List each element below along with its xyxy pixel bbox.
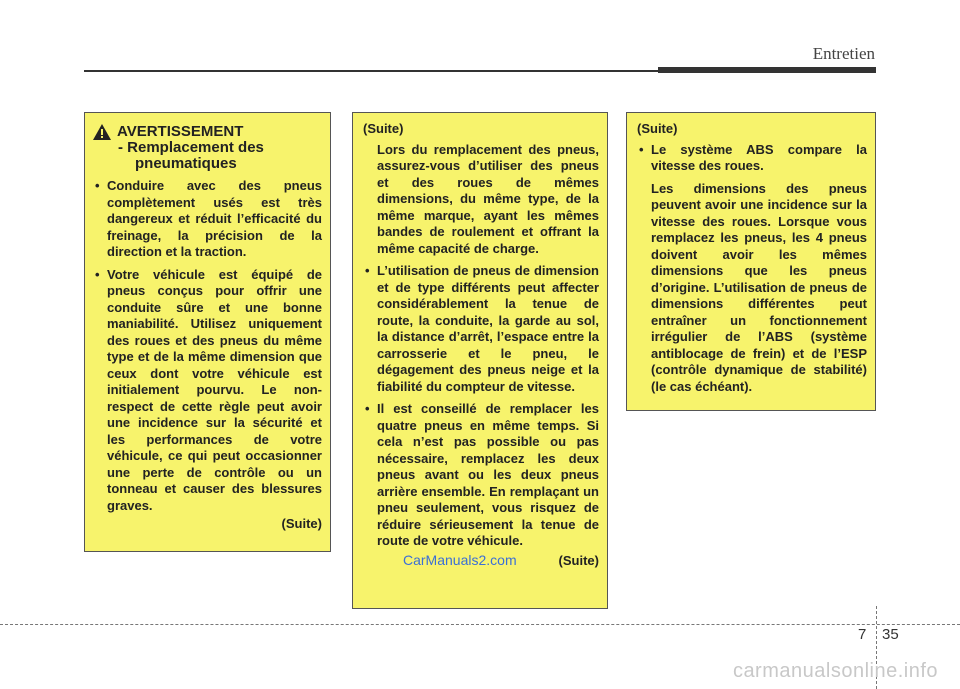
list-item: • Conduire avec des pneus complètement usés est très dangereux et réduit l’efficacité du freinage, la précision de la direction et la traction. [93, 178, 322, 261]
warning-bullets [93, 178, 322, 514]
continuation-box-middle [352, 112, 608, 609]
suite-label: (Suite) [281, 516, 322, 531]
list-item: • Le système ABS compare la vitesse des roues. [637, 142, 867, 175]
middle-bullets [363, 263, 599, 550]
page-header-title: Entretien [812, 44, 875, 63]
suite-label: (Suite) [558, 552, 599, 568]
warning-box [84, 112, 331, 552]
warning-triangle-icon [93, 124, 111, 140]
suite-label: (Suite) [363, 121, 404, 136]
header-rule-accent [658, 67, 876, 73]
right-bullets [637, 142, 867, 175]
warning-title: AVERTISSEMENT [117, 123, 244, 140]
intro-paragraph: Lors du remplacement des pneus, assurez-vous d’utiliser des pneus et des roues de mêmes dimensions, du même type, de la même marque, ayant les mêmes bandes de roulement et offrant la même capacité de charge. [377, 141, 599, 256]
page-number: 35 [882, 626, 899, 643]
middle-footer [363, 552, 599, 570]
chapter-number: 7 [858, 626, 867, 643]
abs-paragraph: Les dimensions des pneus peuvent avoir une incidence sur la vitesse des roues. Lorsque vous remplacez les pneus, les 4 pneus doivent avoir les mêmes dimensions que les pneus d’origine. L’utilisation de pneus de dimensions différentes peut entraîner un fonctionnement irrégulier de l’ABS (système antiblocage de frein) et de l’ESP (contrôle dynamique de stabilité) (le cas échéant). [651, 180, 867, 394]
footer-rule [0, 624, 960, 625]
suite-label: (Suite) [637, 121, 678, 136]
warning-heading [93, 123, 322, 140]
list-item: • Il est conseillé de remplacer les quatre pneus en même temps. Si cela n’est pas possible ou pas nécessaire, remplacez les deux pneus avant ou les deux pneus arrière ensemble. En remplaçant un pneu seulement, vous risquez de réduire sérieusement la tenue de route de votre véhicule. [363, 401, 599, 550]
site-watermark: carmanualsonline.info [732, 660, 938, 682]
continuation-box-right [626, 112, 876, 411]
warning-subtitle-1: - Remplacement des [118, 139, 264, 156]
warning-subtitle-2: pneumatiques [135, 155, 237, 172]
watermark-link[interactable]: CarManuals2.com [403, 551, 517, 568]
list-item: • Votre véhicule est équipé de pneus conçus pour offrir une conduite sûre et une bonne maniabilité. Utilisez uniquement des roues et des pneus du même type et de la même dimension que ceux dont votre véhicule est initialement pourvu. Le non-respect de cette règle peut avoir une incidence sur la sécurité et les performances de votre véhicule, ce qui peut occasionner une perte de contrôle ou un tonneau et causer des blessures graves. [93, 267, 322, 515]
list-item: • L’utilisation de pneus de dimension et de type différents peut affecter considérablement la tenue de route, la conduite, la garde au sol, la distance d’arrêt, l’espace entre la carrosserie et le pneu, le dégagement des pneus neige et la fiabilité du compteur de vitesse. [363, 263, 599, 395]
